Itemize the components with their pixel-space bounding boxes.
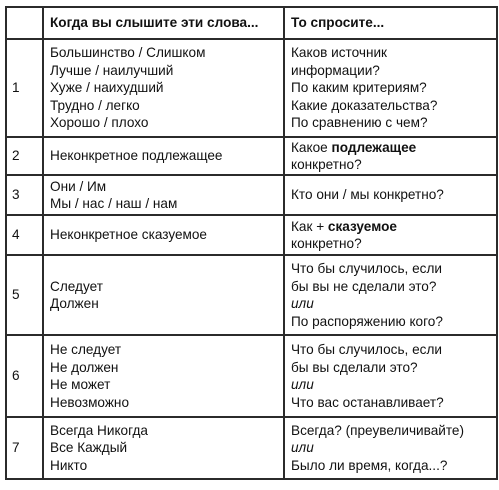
header-row (6, 7, 497, 39)
table-row (6, 255, 497, 335)
ask-line: Было ли время, когда...? (291, 457, 448, 473)
word-line: Следует (50, 278, 103, 294)
words-cell (43, 39, 284, 137)
ask-emphasis: подлежащее (331, 139, 417, 155)
table-wrapper (5, 6, 496, 480)
word-line: Хуже / наихудший (50, 80, 164, 96)
word-line: Никто (50, 457, 88, 473)
word-line: Не может (50, 377, 111, 392)
header-ask-cell: То спросите... (284, 7, 497, 39)
table-row (6, 335, 497, 417)
ask-cell (284, 137, 497, 175)
table-row (6, 39, 497, 137)
words-cell (43, 215, 284, 255)
words-cell (43, 417, 284, 479)
word-line: Мы / нас / наш / нам (50, 196, 178, 211)
word-line: Большинство / Слишком (50, 45, 206, 61)
word-line: Они / Им (50, 178, 107, 194)
ask-cell (284, 175, 497, 215)
word-line: Должен (50, 296, 99, 311)
ask-line (291, 139, 490, 157)
ask-emphasis: сказуемое (327, 218, 397, 234)
question-table (5, 6, 498, 480)
ask-line (291, 218, 490, 236)
header-number-cell (6, 7, 43, 39)
ask-line: информации? (291, 62, 380, 78)
table-row (6, 137, 497, 175)
table-row (6, 175, 497, 215)
ask-connector: или (291, 377, 314, 392)
ask-line: конкретно? (291, 236, 362, 251)
words-cell (43, 175, 284, 215)
table-row (6, 417, 497, 479)
ask-cell (284, 39, 497, 137)
row-number: 6 (6, 335, 43, 417)
row-number: 4 (6, 215, 43, 255)
word-line: Неконкретное сказуемое (50, 227, 207, 243)
ask-text: Какое (291, 139, 332, 155)
word-line: Не должен (50, 359, 119, 375)
ask-line: Какие доказательства? (291, 97, 438, 113)
ask-cell (284, 215, 497, 255)
ask-line: Каков источник (291, 45, 387, 61)
ask-connector: или (291, 440, 314, 456)
ask-cell (284, 255, 497, 335)
row-number: 2 (6, 137, 43, 175)
word-line: Все Каждый (50, 440, 128, 456)
ask-line: По распоряжению кого? (291, 313, 443, 329)
words-cell (43, 335, 284, 417)
words-cell (43, 255, 284, 335)
ask-line: Кто они / мы конкретно? (291, 187, 444, 203)
row-number: 7 (6, 417, 43, 479)
word-line: Хорошо / плохо (50, 115, 149, 131)
row-number: 3 (6, 175, 43, 215)
row-number: 5 (6, 255, 43, 335)
ask-connector: или (291, 296, 314, 311)
word-line: Не следует (50, 342, 122, 357)
ask-line: По каким критериям? (291, 80, 427, 96)
word-line: Всегда Никогда (50, 422, 148, 438)
ask-line: Всегда? (преувеличивайте) (291, 422, 465, 438)
ask-cell (284, 335, 497, 417)
row-number: 1 (6, 39, 43, 137)
ask-line: бы вы сделали это? (291, 359, 418, 375)
word-line: Трудно / легко (50, 97, 140, 113)
words-cell (43, 137, 284, 175)
ask-line: Что бы случилось, если (291, 261, 442, 276)
word-line: Невозможно (50, 394, 130, 410)
ask-line: конкретно? (291, 157, 362, 172)
word-line: Неконкретное подлежащее (50, 148, 223, 164)
header-words-cell: Когда вы слышите эти слова... (43, 7, 284, 39)
ask-line: Что бы случилось, если (291, 342, 442, 357)
ask-line: Что вас останавливает? (291, 394, 444, 410)
table-row (6, 215, 497, 255)
ask-line: бы вы не сделали это? (291, 278, 437, 294)
ask-line: По сравнению с чем? (291, 115, 428, 131)
ask-cell (284, 417, 497, 479)
word-line: Лучше / наилучший (50, 62, 174, 78)
ask-text: Как + (291, 218, 328, 234)
